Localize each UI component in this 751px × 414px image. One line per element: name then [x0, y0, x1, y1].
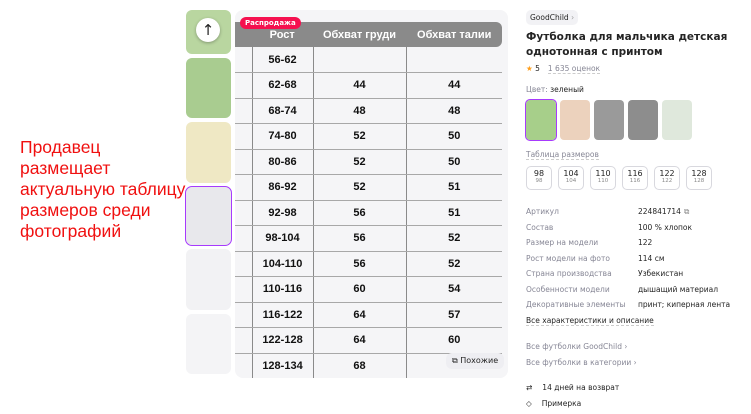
- arrow-up-icon: ↑: [201, 21, 215, 39]
- all-specs-link[interactable]: Все характеристики и описание: [526, 315, 654, 325]
- brand-tshirts-link[interactable]: Все футболки GoodChild ›: [526, 341, 628, 351]
- thumbnail-care[interactable]: [186, 249, 231, 310]
- similar-button[interactable]: ⧉ Похожие: [446, 353, 504, 369]
- table-cell: 104-110: [252, 251, 313, 277]
- thumbnail-strip[interactable]: [186, 10, 232, 378]
- table-cell: 60: [406, 328, 502, 354]
- brand-link[interactable]: GoodChild ›: [526, 10, 578, 25]
- table-row: [235, 200, 502, 226]
- table-cell: 56: [313, 200, 406, 226]
- table-row: [235, 277, 502, 303]
- size-option[interactable]: 104 104: [558, 166, 584, 190]
- table-cell: 86-92: [252, 175, 313, 201]
- table-cell: 68: [313, 353, 406, 378]
- annotation-text: Продавец размещает актуальную таблицу размеров среди фотографий: [20, 137, 186, 241]
- size-option[interactable]: 98 98: [526, 166, 552, 190]
- spec-row: Артикул 224841714 ⧉: [526, 206, 690, 217]
- header-chest: Обхват груди: [313, 22, 406, 47]
- table-cell: 44: [406, 73, 502, 99]
- size-option[interactable]: 116 116: [622, 166, 648, 190]
- spec-row: Рост модели на фото 114 см: [526, 253, 665, 263]
- spec-row: Размер на модели 122: [526, 238, 653, 248]
- table-row: [235, 328, 502, 354]
- table-cell: 52: [313, 124, 406, 150]
- spec-row: Особенности модели дышащий материал: [526, 284, 719, 294]
- color-swatch-white[interactable]: [594, 100, 624, 140]
- table-cell: [313, 47, 406, 73]
- star-icon: ★: [526, 64, 533, 73]
- table-row: [235, 251, 502, 277]
- table-cell: 52: [406, 251, 502, 277]
- color-swatch-green[interactable]: [526, 100, 556, 140]
- table-cell: 56: [313, 251, 406, 277]
- similar-icon: ⧉: [452, 356, 458, 365]
- table-row: [235, 149, 502, 175]
- table-cell: 122-128: [252, 328, 313, 354]
- table-cell: 57: [406, 302, 502, 328]
- table-cell: 64: [313, 302, 406, 328]
- table-cell: 128-134: [252, 353, 313, 378]
- table-cell: 98-104: [252, 226, 313, 252]
- size-selector: [526, 166, 746, 190]
- thumbnail-certificate[interactable]: [186, 122, 231, 183]
- table-cell: 44: [313, 73, 406, 99]
- spec-row: Декоративные элементы принт; киперная лента: [526, 300, 731, 310]
- color-swatch-beige[interactable]: [560, 100, 590, 140]
- table-row: [235, 124, 502, 150]
- thumbnail-info[interactable]: [186, 314, 231, 374]
- category-tshirts-link[interactable]: Все футболки в категории ›: [526, 357, 637, 367]
- table-cell: 62-68: [252, 73, 313, 99]
- table-cell: 50: [406, 149, 502, 175]
- reviews-link[interactable]: 1 635 оценок: [547, 64, 601, 73]
- table-cell: 50: [406, 124, 502, 150]
- table-cell: 52: [313, 175, 406, 201]
- header-height: Рост: [252, 22, 313, 47]
- thumbnail-size-table[interactable]: [186, 187, 231, 245]
- table-row: [235, 302, 502, 328]
- spec-row: Страна производства Узбекистан: [526, 269, 684, 279]
- table-cell: 52: [406, 226, 502, 252]
- tag-icon: ◇: [526, 398, 532, 408]
- table-cell: 74-80: [252, 124, 313, 150]
- table-cell: 80-86: [252, 149, 313, 175]
- chevron-right-icon: ›: [571, 13, 575, 22]
- table-cell: 52: [313, 149, 406, 175]
- specs-list: [526, 204, 746, 313]
- header-waist: Обхват талии: [406, 22, 502, 47]
- color-swatch-striped[interactable]: [628, 100, 658, 140]
- table-cell: 48: [313, 98, 406, 124]
- color-swatch-print[interactable]: [662, 100, 692, 140]
- table-cell: 56-62: [252, 47, 313, 73]
- size-option[interactable]: 122 122: [654, 166, 680, 190]
- table-cell: 92-98: [252, 200, 313, 226]
- product-info: GoodChild › Футболка для мальчика детская однотонная с принтом ★ 5 1 635 оценок Цвет: зеленый Таблица размеров 98 98 104 104 110 110 116 116 122 122 128 128 Артикул 224841714 ⧉ Состав 100 % хлопок Размер на модели 122 Рост модели на фото 114 см Страна производства Узбекистан Особенности модели дышащий материал Декоративные элементы принт; киперная лента Все характеристики и описание Все футболки GoodChild › Все футболки в категории › ⇄ 14 дней на возврат ◇ Примерка: [526, 10, 746, 408]
- table-cell: 51: [406, 200, 502, 226]
- size-option[interactable]: 110 110: [590, 166, 616, 190]
- return-icon: ⇄: [526, 382, 533, 392]
- table-cell: 68-74: [252, 98, 313, 124]
- scroll-up-button[interactable]: [196, 18, 220, 42]
- table-cell: 56: [313, 226, 406, 252]
- table-cell: 60: [313, 277, 406, 303]
- table-cell: 64: [313, 328, 406, 354]
- table-row: [235, 226, 502, 252]
- size-table: [235, 22, 502, 378]
- rating: ★ 5 1 635 оценок: [526, 64, 601, 73]
- table-row: [235, 73, 502, 99]
- sale-badge: Распродажа: [240, 17, 301, 29]
- table-row: [235, 175, 502, 201]
- table-cell: 48: [406, 98, 502, 124]
- table-cell: 110-116: [252, 277, 313, 303]
- table-cell: 54: [406, 277, 502, 303]
- main-image[interactable]: [235, 10, 508, 378]
- size-option[interactable]: 128 128: [686, 166, 712, 190]
- thumbnail-2[interactable]: [186, 58, 231, 118]
- size-chart-link[interactable]: Таблица размеров: [526, 150, 599, 159]
- spec-row: Состав 100 % хлопок: [526, 222, 693, 232]
- color-swatches: [526, 100, 746, 140]
- table-cell: 51: [406, 175, 502, 201]
- copy-icon[interactable]: ⧉: [683, 206, 690, 216]
- table-row: [235, 98, 502, 124]
- product-title: Футболка для мальчика детская однотонная с принтом: [526, 31, 728, 58]
- table-cell: 116-122: [252, 302, 313, 328]
- table-cell: [406, 47, 502, 73]
- table-row: [235, 47, 502, 73]
